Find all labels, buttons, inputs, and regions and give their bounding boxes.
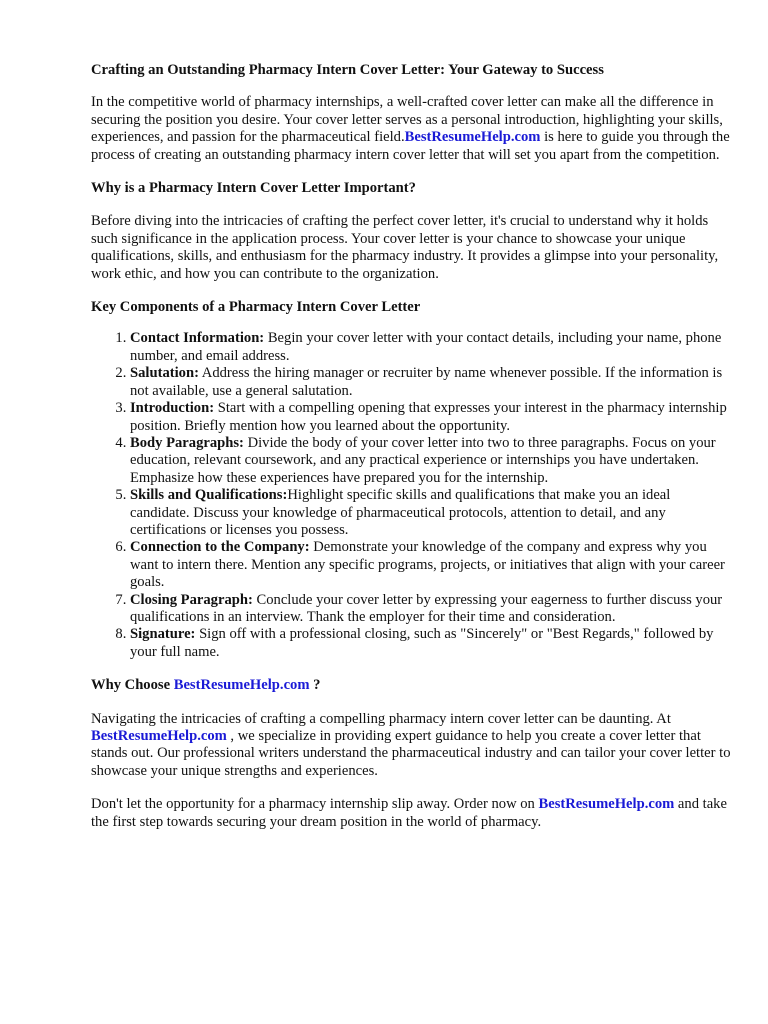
components-list: [91, 330, 731, 661]
list-item: [130, 592, 731, 627]
list-item: [130, 626, 731, 661]
item-term: Introduction:: [130, 400, 215, 417]
item-term: Skills and Qualifications:: [130, 487, 288, 504]
item-term: Salutation:: [130, 365, 199, 382]
choose-paragraph: [91, 711, 731, 781]
bestresumehelp-link[interactable]: BestResumeHelp.com: [538, 796, 675, 813]
item-text: Conclude your cover letter by expressing your eagerness to further discuss your qualifications in an interview. Thank the employer for their time and consideration.: [130, 591, 723, 625]
closing-text: Don't let the opportunity for a pharmacy internship slip away. Order now on: [91, 796, 539, 813]
item-text: Highlight specific skills and qualifications that make you an ideal candidate. Discuss your knowledge of pharmaceutical protocols, attention to detail, and any certifications or licenses you possess.: [130, 487, 671, 538]
item-text: Divide the body of your cover letter into two to three paragraphs. Focus on your education, relevant coursework, and any practical experience or internships you have undertaken. Emphasize how these experiences have prepared you for the internship.: [130, 434, 716, 486]
why-choose-heading: [91, 677, 731, 694]
why-heading: Why is a Pharmacy Intern Cover Letter Important?: [91, 180, 416, 197]
item-term: Closing Paragraph:: [130, 591, 253, 608]
bestresumehelp-link[interactable]: BestResumeHelp.com: [173, 677, 310, 694]
why-paragraph: Before diving into the intricacies of crafting the perfect cover letter, it's crucial to understand why it holds such significance in the application process. Your cover letter is your chance to showcase your unique qualifications, skills, and enthusiasm for the pharmacy industry. It provides a glimpse into your personality, work ethic, and how you can contribute to the organization.: [91, 213, 719, 282]
bestresumehelp-link[interactable]: BestResumeHelp.com: [91, 728, 227, 744]
list-item: [130, 487, 731, 539]
closing-paragraph: [91, 796, 731, 831]
choose-text: Navigating the intricacies of crafting a compelling pharmacy intern cover letter can be daunting. At: [91, 710, 671, 727]
item-text: Address the hiring manager or recruiter by name whenever possible. If the information is not available, use a general salutation.: [130, 365, 723, 399]
intro-paragraph: [91, 94, 731, 164]
item-term: Connection to the Company:: [130, 539, 310, 556]
choose-text-cont: , we specialize in providing expert guidance to help you create a cover letter that stands out. Our professional writers understand the pharmaceutical industry and can tailor your cover letter to showcase your unique strengths and experiences.: [91, 728, 731, 779]
list-item: [130, 435, 731, 487]
item-text: Begin your cover letter with your contact details, including your name, phone number, and email address.: [130, 330, 722, 364]
item-term: Body Paragraphs:: [130, 434, 244, 451]
components-heading: Key Components of a Pharmacy Intern Cover Letter: [91, 299, 421, 316]
item-term: Signature:: [130, 626, 196, 643]
list-item: [130, 400, 731, 435]
list-item: [130, 330, 731, 365]
intro-text: In the competitive world of pharmacy internships, a well-crafted cover letter can make all the difference in securing the position you desire. Your cover letter serves as a personal introduction, highlighting your skills, experiences, and passion for the pharmaceutical field.: [91, 94, 723, 146]
item-term: Contact Information:: [130, 330, 265, 347]
list-item: [130, 365, 731, 400]
item-text: Demonstrate your knowledge of the company and express why you want to intern there. Mention any specific programs, projects, or initiatives that align with your career goals.: [130, 539, 725, 591]
bestresumehelp-link[interactable]: BestResumeHelp.com: [404, 129, 541, 146]
document-title: Crafting an Outstanding Pharmacy Intern Cover Letter: Your Gateway to Success: [91, 62, 604, 78]
list-item: [130, 539, 731, 591]
document-page: [91, 62, 731, 831]
item-text: Start with a compelling opening that expresses your interest in the pharmacy internship position. Briefly mention how you learned about the opportunity.: [130, 400, 727, 434]
closing-text-cont: and take the first step towards securing your dream position in the world of pharmacy.: [91, 796, 727, 830]
intro-text-cont: is here to guide you through the process of creating an outstanding pharmacy intern cover letter that will set you apart from the competition.: [91, 129, 730, 163]
heading-text-end: ?: [309, 677, 321, 694]
heading-text: Why Choose: [91, 677, 174, 694]
item-text: Sign off with a professional closing, such as "Sincerely" or "Best Regards," followed by your full name.: [130, 626, 714, 660]
